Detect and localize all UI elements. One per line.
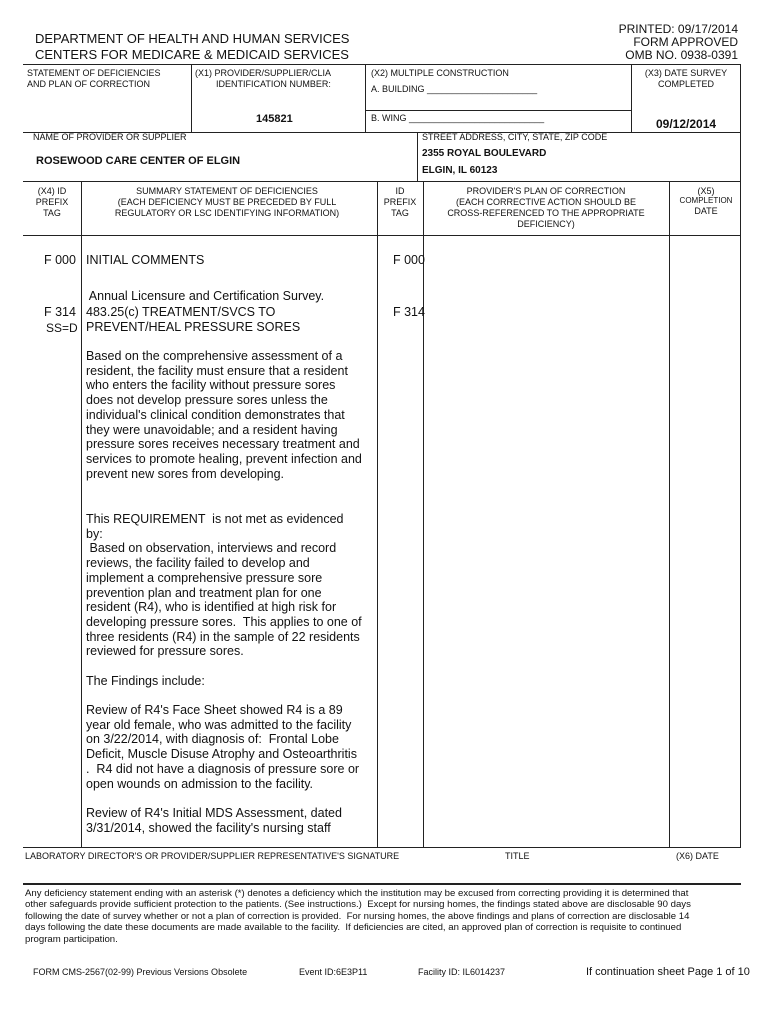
plan-header-3: CROSS-REFERENCED TO THE APPROPRIATE: [447, 208, 645, 218]
x5-header-1: (X5): [697, 186, 715, 196]
x5-header-2: COMPLETION: [679, 196, 733, 205]
regulation-line-2: PREVENT/HEAL PRESSURE SORES: [86, 320, 301, 334]
divider: [191, 64, 192, 132]
face-sheet-review: Review of R4's Face Sheet showed R4 is a 89 year old female, who was admitted to the facility on 3/22/2014, with diagnosis of: Frontal Lobe Deficit, Muscle Disuse Atrophy and Osteoarthritis . R4 did not have a diagnosis of pressure sore or open wounds on admission to the facility.: [86, 703, 360, 791]
summary-header-2: (EACH DEFICIENCY MUST BE PRECEDED BY FULL: [117, 197, 337, 207]
divider: [417, 132, 418, 181]
divider: [23, 235, 741, 236]
findings-heading: The Findings include:: [86, 674, 205, 688]
plan-header-4: DEFICIENCY): [517, 219, 575, 229]
date-label: (X6) DATE: [676, 851, 719, 861]
divider: [23, 181, 741, 182]
summary-header-3: REGULATORY OR LSC IDENTIFYING INFORMATION): [114, 208, 340, 218]
street-address: 2355 ROYAL BOULEVARD: [422, 148, 547, 159]
printed-date: PRINTED: 09/17/2014: [618, 22, 738, 36]
x4-header-3: TAG: [43, 208, 61, 218]
id-header-3: TAG: [391, 208, 409, 218]
signature-rule: [23, 883, 741, 885]
x1-label-2: IDENTIFICATION NUMBER:: [216, 79, 331, 89]
statement-label-1: STATEMENT OF DEFICIENCIES: [27, 68, 161, 78]
tag-f314: F 314: [44, 305, 76, 319]
form-bottom-border: [23, 847, 741, 848]
form-top-border: [23, 64, 741, 65]
x4-header-2: PREFIX: [35, 197, 69, 207]
page-indicator: If continuation sheet Page 1 of 10: [586, 966, 750, 978]
title-label: TITLE: [505, 851, 530, 861]
requirement-text: This REQUIREMENT is not met as evidenced by: Based on observation, interviews and record reviews, the facility failed to develop and implement a comprehensive pressure sore prevention plan and treatment plan for one resident (R4), who is identified at high risk for developing pressure sores. This applies to one of three residents (R4) in the sample of 22 residents reviewed for pressure sores.: [86, 512, 362, 659]
column-divider: [377, 181, 378, 847]
x2-label: (X2) MULTIPLE CONSTRUCTION: [371, 68, 509, 78]
mds-assessment-review: Review of R4's Initial MDS Assessment, dated 3/31/2014, showed the facility's nursing staff: [86, 806, 342, 835]
omb-number: OMB NO. 0938-0391: [625, 48, 738, 62]
survey-note: Annual Licensure and Certification Survey.: [86, 289, 325, 303]
column-divider: [81, 181, 82, 847]
divider: [365, 64, 366, 132]
provider-name-label: NAME OF PROVIDER OR SUPPLIER: [33, 132, 187, 142]
signature-label: LABORATORY DIRECTOR'S OR PROVIDER/SUPPLIER REPRESENTATIVE'S SIGNATURE: [25, 851, 400, 861]
form-id: FORM CMS-2567(02-99) Previous Versions Obsolete: [33, 967, 248, 977]
form-right-border: [740, 64, 741, 847]
id-f314: F 314: [393, 305, 425, 319]
x4-header-1: (X4) ID: [37, 186, 67, 196]
regulation-text: Based on the comprehensive assessment of a resident, the facility must ensure that a resident who enters the facility without pressure sores does not develop pressure sores unless the individual's clinical condition demonstrates that they were unavoidable; and a resident having pressure sores receives necessary treatment and services to promote healing, prevent infection and prevent new sores from developing.: [86, 349, 362, 481]
facility-id: Facility ID: IL6014237: [418, 967, 506, 977]
scope-severity: SS=D: [46, 321, 78, 335]
x5-header-3: DATE: [694, 206, 718, 216]
regulation-line-1: 483.25(c) TREATMENT/SVCS TO: [86, 305, 276, 319]
event-id: Event ID:6E3P11: [299, 967, 368, 977]
id-header-1: ID: [395, 186, 405, 196]
provider-name: ROSEWOOD CARE CENTER OF ELGIN: [36, 155, 241, 167]
agency-name: CENTERS FOR MEDICARE & MEDICAID SERVICES: [35, 47, 349, 62]
x1-label-1: (X1) PROVIDER/SUPPLIER/CLIA: [195, 68, 332, 78]
initial-comments-title: INITIAL COMMENTS: [86, 253, 205, 267]
id-f000: F 000: [393, 253, 425, 267]
column-divider: [669, 181, 670, 847]
tag-f000: F 000: [44, 253, 76, 267]
id-header-2: PREFIX: [383, 197, 417, 207]
wing-label: B. WING ___________________________: [371, 113, 545, 123]
x3-label-2: COMPLETED: [657, 79, 714, 89]
department-name: DEPARTMENT OF HEALTH AND HUMAN SERVICES: [35, 31, 350, 46]
column-divider: [423, 181, 424, 847]
address-label: STREET ADDRESS, CITY, STATE, ZIP CODE: [422, 132, 608, 142]
divider: [365, 110, 631, 111]
plan-header-1: PROVIDER'S PLAN OF CORRECTION: [466, 186, 626, 196]
form-approved: FORM APPROVED: [633, 35, 738, 49]
survey-completed-date: 09/12/2014: [656, 117, 717, 131]
x3-label-1: (X3) DATE SURVEY: [644, 68, 728, 78]
building-label: A. BUILDING ______________________: [371, 84, 538, 94]
plan-header-2: (EACH CORRECTIVE ACTION SHOULD BE: [455, 197, 637, 207]
statement-label-2: AND PLAN OF CORRECTION: [27, 79, 151, 89]
provider-number: 145821: [256, 113, 293, 125]
summary-header-1: SUMMARY STATEMENT OF DEFICIENCIES: [136, 186, 318, 196]
disclaimer-text: Any deficiency statement ending with an asterisk (*) denotes a deficiency which the institution may be excused from correcting providing it is determined that other safeguards provide sufficient protection to the patients. (See instructions.) Except for nursing homes, the findings stated above are disclosable 90 days following the date of survey whether or not a plan of correction is provided. For nursing homes, the above findings and plans of correction are disclosable 14 days following the date these documents are made available to the facility. If deficiencies are cited, an approved plan of correction is requisite to continued program participation.: [25, 888, 691, 945]
city-state-zip: ELGIN, IL 60123: [422, 165, 498, 176]
